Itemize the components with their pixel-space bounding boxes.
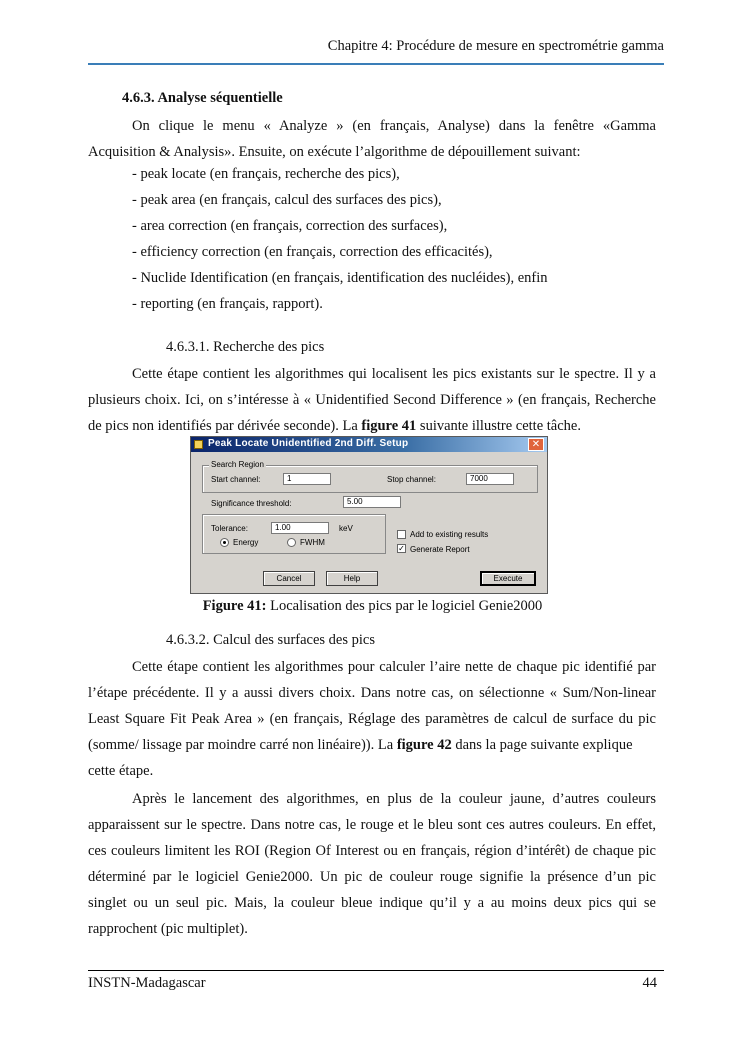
significance-input[interactable]: 5.00 <box>343 496 401 508</box>
footer-institution: INSTN-Madagascar <box>88 975 206 991</box>
page-number: 44 <box>642 975 657 991</box>
dialog-titlebar[interactable] <box>191 437 547 452</box>
subsection-title-1: 4.6.3.1. Recherche des pics <box>166 339 325 355</box>
header-rule <box>88 63 664 65</box>
sub2-line-2: l’étape précédente. Il y a aussi divers choix. Dans notre cas, on sélectionne « Sum/Non-linear <box>88 685 656 701</box>
generate-report-label: Generate Report <box>410 545 470 554</box>
para3-line-4: déterminé par le logiciel Genie2000. Un pic de couleur rouge signifie la présence d’un pic <box>88 869 656 885</box>
para3-line-6: rapprochent (pic multiplet). <box>88 921 248 937</box>
fwhm-radio[interactable] <box>287 538 296 547</box>
list-item: - efficiency correction (en français, correction des efficacités), <box>132 244 493 260</box>
energy-radio[interactable] <box>220 538 229 547</box>
tolerance-group <box>202 514 386 554</box>
list-item: - Nuclide Identification (en français, identification des nucléides), enfin <box>132 270 548 286</box>
fwhm-radio-label: FWHM <box>300 538 325 547</box>
footer-rule <box>88 970 664 971</box>
start-channel-input[interactable]: 1 <box>283 473 331 485</box>
page-header: Chapitre 4: Procédure de mesure en spectrométrie gamma <box>327 38 664 54</box>
execute-button[interactable]: Execute <box>480 571 536 586</box>
list-item: - peak area (en français, calcul des surfaces des pics), <box>132 192 442 208</box>
para3-line-2: apparaissent sur le spectre. Dans notre cas, le rouge et le bleu sont ces autres couleurs. En effet, <box>88 817 656 833</box>
list-item: - peak locate (en français, recherche des pics), <box>132 166 400 182</box>
subsection-title-2: 4.6.3.2. Calcul des surfaces des pics <box>166 632 375 648</box>
significance-label: Significance threshold: <box>211 499 292 508</box>
start-channel-label: Start channel: <box>211 475 261 484</box>
stop-channel-input[interactable]: 7000 <box>466 473 514 485</box>
sub2-line-4: (somme/ lissage par moindre carré non linéaire)). La figure 42 dans la page suivante explique <box>88 737 633 753</box>
app-icon <box>194 440 203 449</box>
close-icon[interactable]: ✕ <box>528 438 544 451</box>
search-region-label: Search Region <box>211 460 264 469</box>
tolerance-unit: keV <box>339 524 353 533</box>
energy-radio-label: Energy <box>233 538 259 547</box>
peak-locate-dialog <box>190 436 548 594</box>
figure-ref: figure 42 <box>396 737 452 753</box>
intro-line-2: Acquisition & Analysis». Ensuite, on exécute l’algorithme de dépouillement suivant: <box>88 144 581 160</box>
sub2-line-5: cette étape. <box>88 763 154 779</box>
sub1-line-1: Cette étape contient les algorithmes qui localisent les pics existants sur le spectre. Il y a <box>132 366 656 382</box>
tolerance-input[interactable]: 1.00 <box>271 522 329 534</box>
para3-line-5: singlet ou un seul pic. Mais, la couleur bleue indique qu’il y a au moins deux pics qui se <box>88 895 656 911</box>
section-title: 4.6.3. Analyse séquentielle <box>122 90 283 106</box>
generate-report-checkbox[interactable]: ✓ <box>398 544 405 553</box>
sub2-line-1: Cette étape contient les algorithmes pour calculer l’aire nette de chaque pic identifié par <box>132 659 656 675</box>
list-item: - reporting (en français, rapport). <box>132 296 323 312</box>
para3-line-1: Après le lancement des algorithmes, en plus de la couleur jaune, d’autres couleurs <box>132 791 656 807</box>
sub1-line-3: de pics non identifiés par dérivée seconde). La figure 41 suivante illustre cette tâche. <box>88 418 581 434</box>
list-item: - area correction (en français, correction des surfaces), <box>132 218 448 234</box>
add-existing-checkbox[interactable] <box>397 530 406 539</box>
stop-channel-label: Stop channel: <box>387 475 436 484</box>
add-existing-label: Add to existing results <box>410 530 489 539</box>
cancel-button[interactable]: Cancel <box>263 571 315 586</box>
intro-line-1: On clique le menu « Analyze » (en français, Analyse) dans la fenêtre «Gamma <box>132 118 656 134</box>
tolerance-label: Tolerance: <box>211 524 248 533</box>
dialog-title: Peak Locate Unidentified 2nd Diff. Setup <box>208 438 409 449</box>
figure-ref: figure 41 <box>361 418 417 434</box>
sub1-line-2: plusieurs choix. Ici, on s’intéresse à « Unidentified Second Difference » (en français, Recherche <box>88 392 656 408</box>
para3-line-3: ces couleurs limitent les ROI (Region Of Interest ou en français, région d’intérêt) de chaque pic <box>88 843 656 859</box>
figure-caption: Figure 41: Localisation des pics par le logiciel Genie2000 <box>202 598 543 614</box>
help-button[interactable]: Help <box>326 571 378 586</box>
sub2-line-3: Least Square Fit Peak Area » (en français, Réglage des paramètres de calcul de surface du pic <box>88 711 656 727</box>
